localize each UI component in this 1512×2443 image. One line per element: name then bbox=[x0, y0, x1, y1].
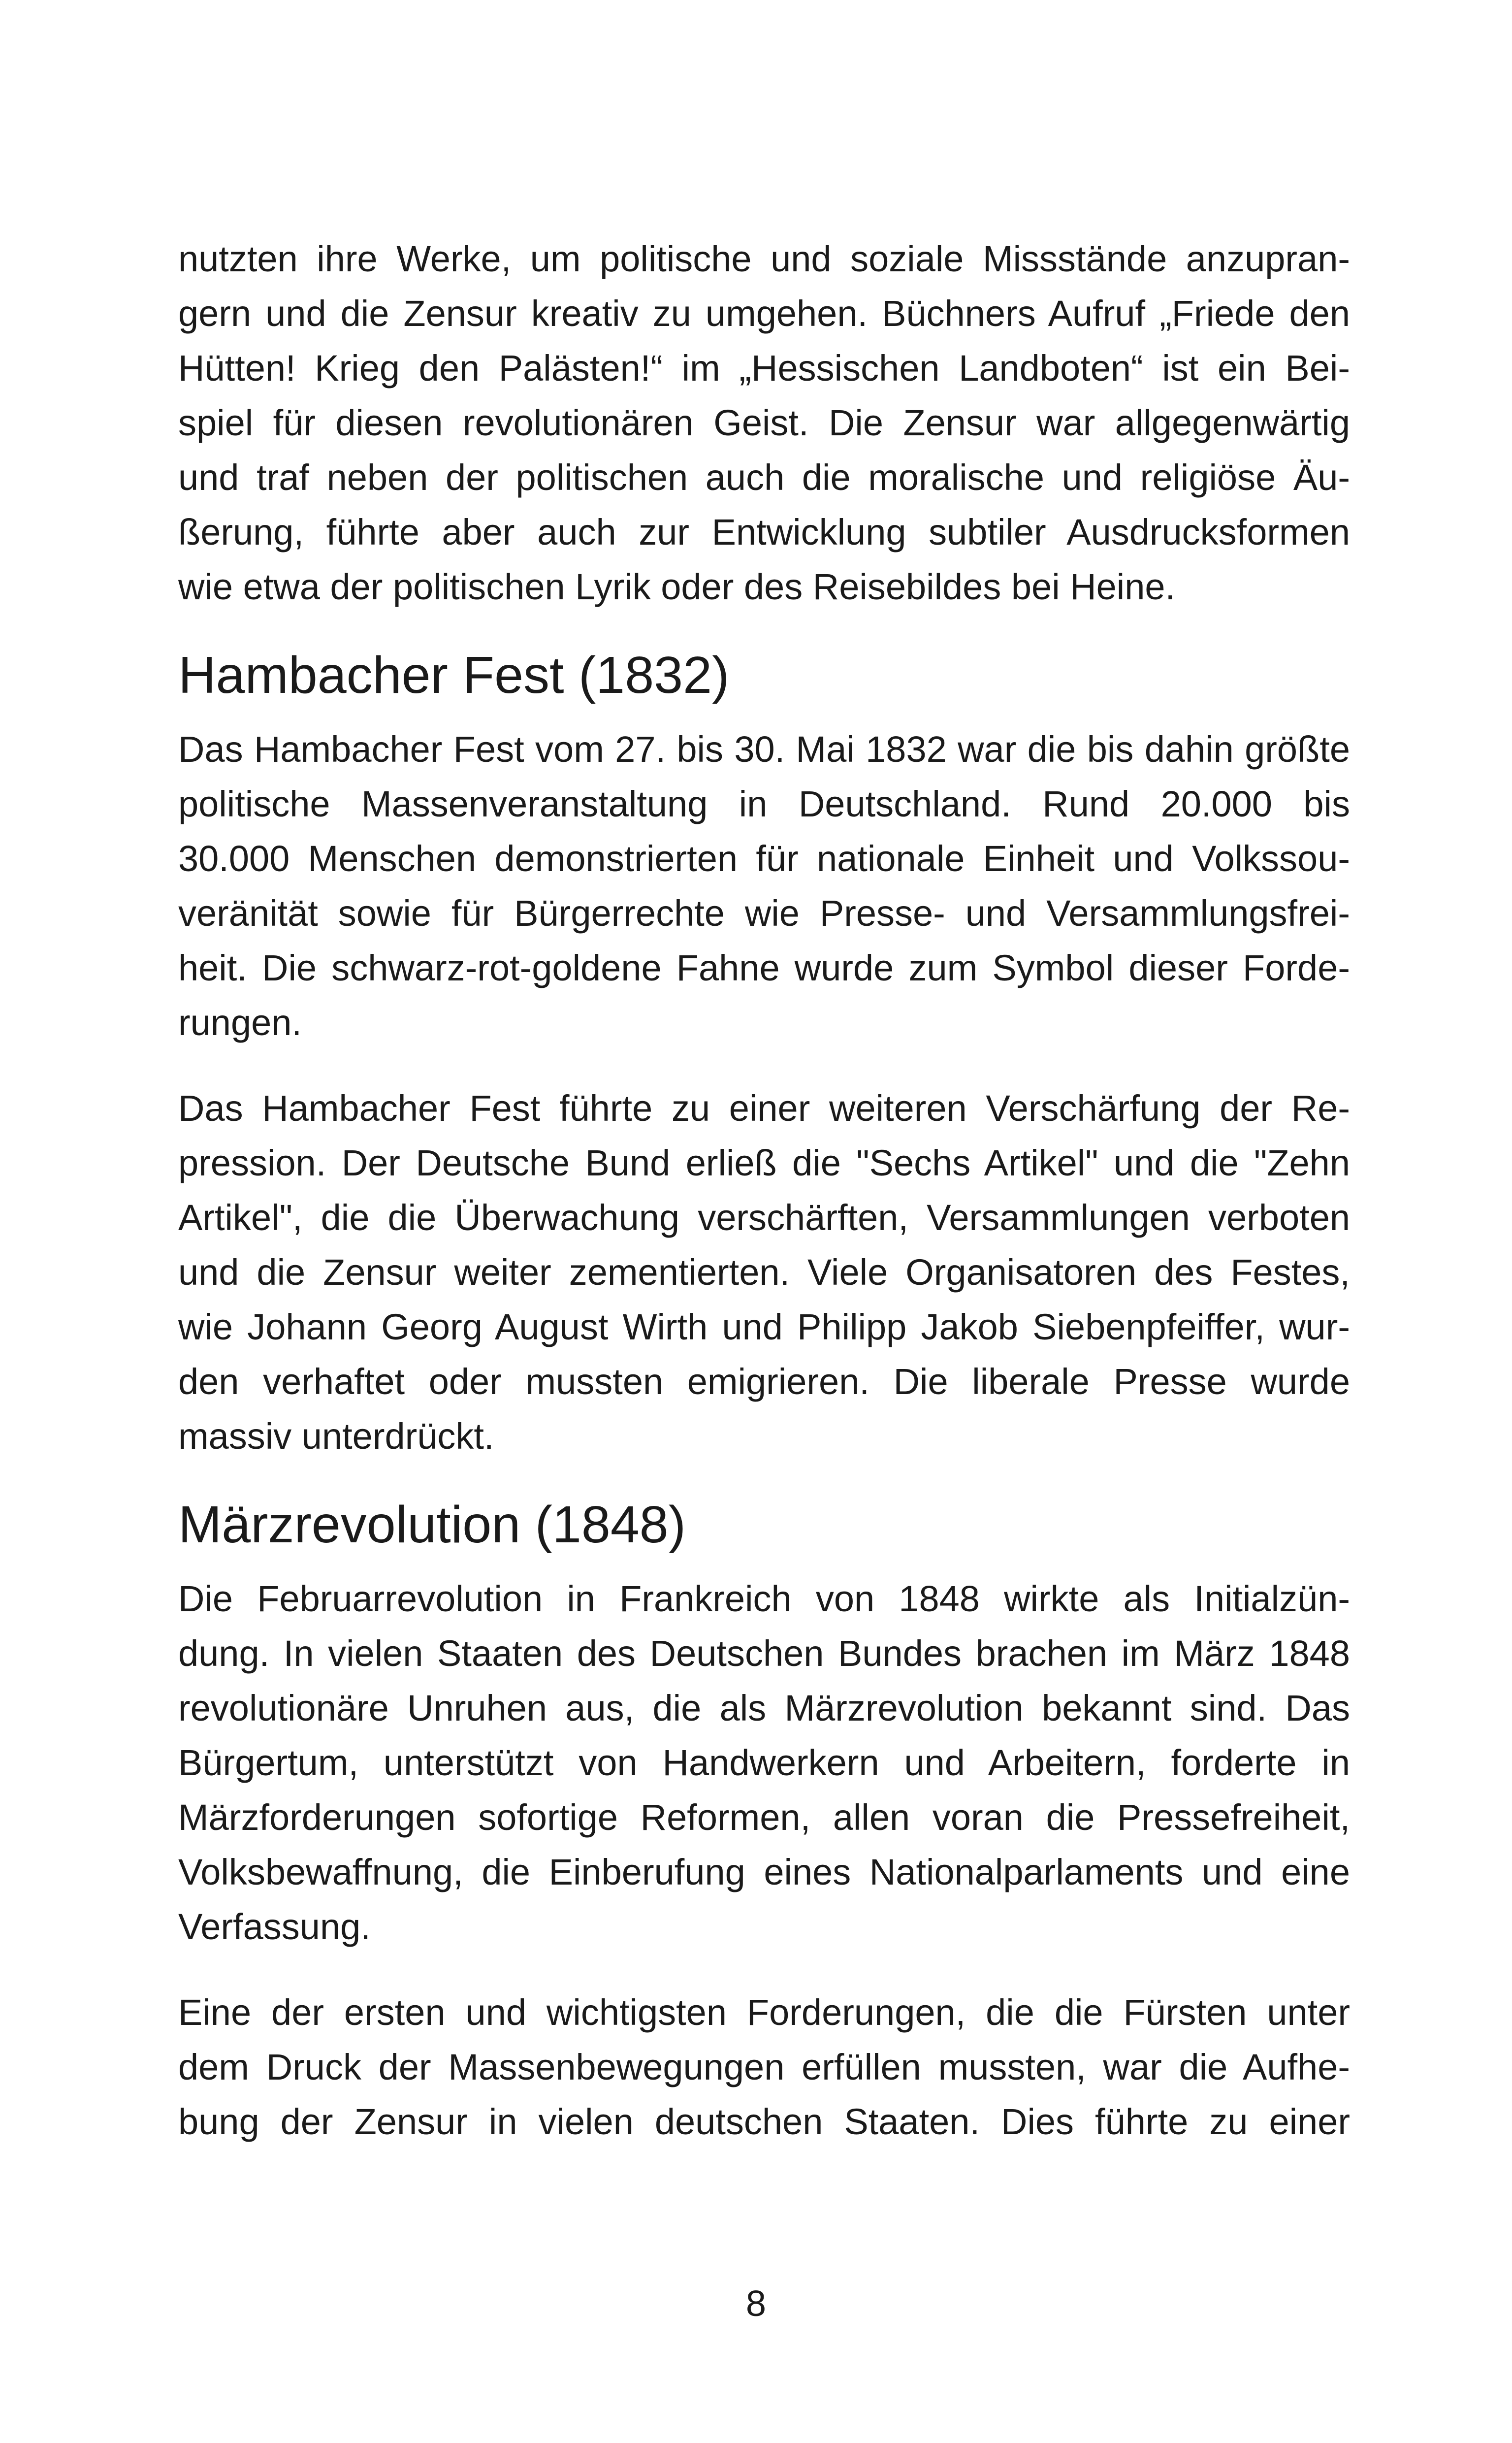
text-line: bung der Zensur in vielen deutschen Staaten. Dies führte zu einer bbox=[178, 2101, 1350, 2142]
text-line: Hütten! Krieg den Palästen!“ im „Hessischen Landboten“ ist ein Bei- bbox=[178, 348, 1350, 389]
text-line: ßerung, führte aber auch zur Entwicklung subtiler Ausdrucksformen bbox=[178, 512, 1350, 553]
text-line: veränität sowie für Bürgerrechte wie Presse- und Versammlungsfrei- bbox=[178, 893, 1350, 934]
text-line: revolutionäre Unruhen aus, die als Märzrevolution bekannt sind. Das bbox=[178, 1688, 1350, 1728]
text-line: und die Zensur weiter zementierten. Viele Organisatoren des Festes, bbox=[178, 1252, 1350, 1293]
paragraph bbox=[178, 1985, 1350, 2149]
paragraph bbox=[178, 1081, 1350, 1464]
text-line: 30.000 Menschen demonstrierten für nationale Einheit und Volkssou- bbox=[178, 838, 1350, 879]
section-heading: Hambacher Fest (1832) bbox=[178, 646, 730, 704]
section-heading: Märzrevolution (1848) bbox=[178, 1496, 686, 1554]
text-line: und traf neben der politischen auch die moralische und religiöse Äu- bbox=[178, 457, 1350, 498]
text-line: wie Johann Georg August Wirth und Philipp Jakob Siebenpfeiffer, wur- bbox=[178, 1306, 1350, 1347]
text-line: massiv unterdrückt. bbox=[178, 1416, 494, 1457]
text-line: Verfassung. bbox=[178, 1906, 371, 1947]
text-line: Volksbewaffnung, die Einberufung eines Nationalparlaments und eine bbox=[178, 1852, 1350, 1892]
paragraph bbox=[178, 1571, 1350, 1954]
text-line: spiel für diesen revolutionären Geist. Die Zensur war allgegenwärtig bbox=[178, 402, 1350, 443]
text-line: politische Massenveranstaltung in Deutschland. Rund 20.000 bis bbox=[178, 783, 1350, 824]
page-number: 8 bbox=[745, 2283, 767, 2324]
text-line: Das Hambacher Fest führte zu einer weiteren Verschärfung der Re- bbox=[178, 1088, 1350, 1129]
text-line: heit. Die schwarz-rot-goldene Fahne wurde zum Symbol dieser Forde- bbox=[178, 947, 1350, 988]
page-body bbox=[178, 231, 1350, 2149]
text-line: pression. Der Deutsche Bund erließ die "Sechs Artikel" und die "Zehn bbox=[178, 1142, 1350, 1183]
text-line: Märzforderungen sofortige Reformen, allen voran die Pressefreiheit, bbox=[178, 1797, 1350, 1838]
text-line: Artikel", die die Überwachung verschärften, Versammlungen verboten bbox=[178, 1197, 1350, 1238]
text-line: Bürgertum, unterstützt von Handwerkern und Arbeitern, forderte in bbox=[178, 1742, 1350, 1783]
text-line: dung. In vielen Staaten des Deutschen Bundes brachen im März 1848 bbox=[178, 1633, 1350, 1674]
text-line: gern und die Zensur kreativ zu umgehen. Büchners Aufruf „Friede den bbox=[178, 293, 1350, 334]
paragraph-spacer bbox=[178, 1050, 1350, 1081]
paragraph bbox=[178, 722, 1350, 1050]
text-line: Die Februarrevolution in Frankreich von 1848 wirkte als Initialzün- bbox=[178, 1578, 1350, 1619]
text-line: rungen. bbox=[178, 1002, 302, 1043]
text-line: dem Druck der Massenbewegungen erfüllen mussten, war die Aufhe- bbox=[178, 2047, 1350, 2087]
text-line: wie etwa der politischen Lyrik oder des Reisebildes bei Heine. bbox=[178, 566, 1176, 607]
text-line: nutzten ihre Werke, um politische und soziale Missstände anzupran- bbox=[178, 238, 1350, 279]
text-line: Eine der ersten und wichtigsten Forderungen, die die Fürsten unter bbox=[178, 1992, 1350, 2033]
paragraph bbox=[178, 231, 1350, 614]
paragraph-spacer bbox=[178, 1954, 1350, 1985]
text-line: Das Hambacher Fest vom 27. bis 30. Mai 1832 war die bis dahin größte bbox=[178, 729, 1350, 770]
text-line: den verhaftet oder mussten emigrieren. Die liberale Presse wurde bbox=[178, 1361, 1350, 1402]
